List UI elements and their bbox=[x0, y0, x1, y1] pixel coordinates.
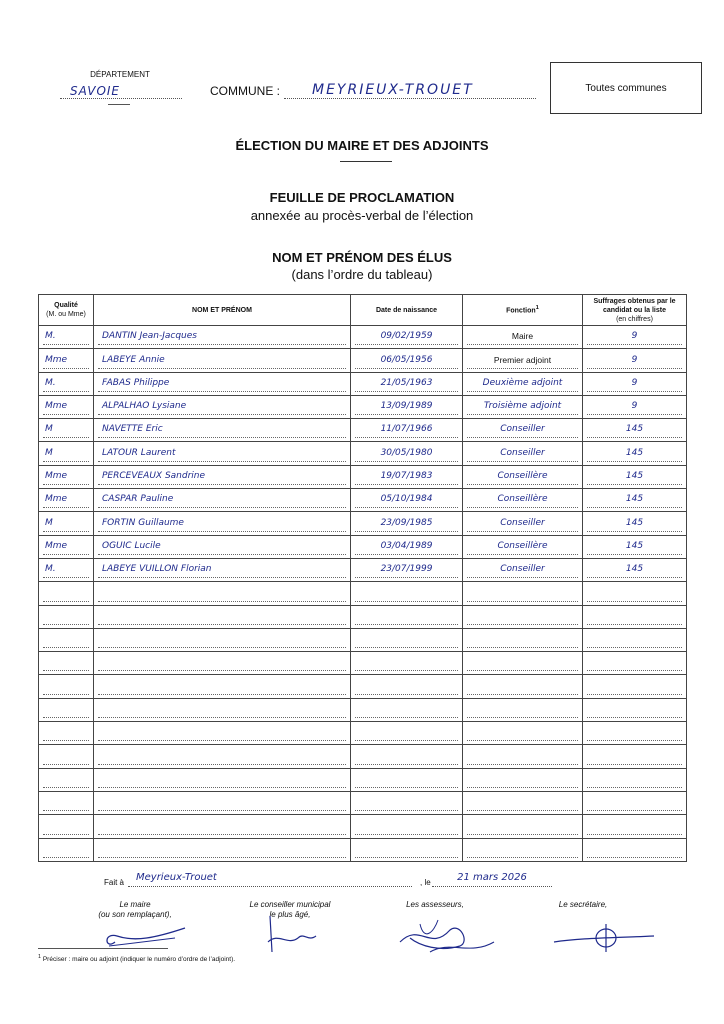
date-value bbox=[355, 679, 458, 695]
date-value bbox=[355, 842, 458, 858]
fonction-value bbox=[467, 702, 578, 718]
cell-nom[interactable] bbox=[94, 652, 351, 675]
cell-suffrages[interactable] bbox=[583, 722, 687, 745]
cell-suffrages[interactable] bbox=[583, 349, 687, 372]
cell-nom[interactable] bbox=[94, 395, 351, 418]
suffrages-value bbox=[587, 609, 682, 625]
table-row bbox=[39, 535, 687, 558]
header-nom: NOM ET PRÉNOM bbox=[94, 295, 351, 326]
qualite-value bbox=[43, 655, 89, 671]
cell-fonction[interactable] bbox=[463, 535, 583, 558]
table-row bbox=[39, 722, 687, 745]
cell-fonction[interactable] bbox=[463, 419, 583, 442]
qualite-value: Mme bbox=[43, 353, 89, 369]
suffrages-value bbox=[587, 679, 682, 695]
nom-value: PERCEVEAUX Sandrine bbox=[98, 469, 346, 485]
cell-qualite[interactable] bbox=[39, 722, 94, 745]
departement-value: SAVOIE bbox=[70, 84, 121, 98]
cell-fonction[interactable] bbox=[463, 652, 583, 675]
table-row bbox=[39, 582, 687, 605]
date-value bbox=[355, 819, 458, 835]
cell-qualite[interactable] bbox=[39, 349, 94, 372]
nom-value bbox=[98, 819, 346, 835]
qualite-value bbox=[43, 632, 89, 648]
cell-qualite[interactable] bbox=[39, 582, 94, 605]
signature-assesseurs-label: Les assesseurs, bbox=[406, 900, 464, 909]
cell-nom[interactable] bbox=[94, 326, 351, 349]
date-value: 13/09/1989 bbox=[355, 399, 458, 415]
qualite-value: Mme bbox=[43, 399, 89, 415]
date-value: 03/04/1989 bbox=[355, 539, 458, 555]
qualite-value: Mme bbox=[43, 539, 89, 555]
cell-fonction[interactable] bbox=[463, 722, 583, 745]
cell-qualite[interactable] bbox=[39, 326, 94, 349]
cell-date[interactable] bbox=[351, 326, 463, 349]
qualite-value bbox=[43, 772, 89, 788]
fonction-value: Troisième adjoint bbox=[467, 399, 578, 415]
cell-fonction[interactable] bbox=[463, 558, 583, 581]
signature-assesseurs-icon bbox=[390, 912, 500, 962]
nom-value bbox=[98, 725, 346, 741]
cell-qualite[interactable] bbox=[39, 372, 94, 395]
cell-fonction[interactable] bbox=[463, 675, 583, 698]
cell-nom[interactable] bbox=[94, 558, 351, 581]
fonction-value bbox=[467, 795, 578, 811]
table-row bbox=[39, 815, 687, 838]
suffrages-value: 145 bbox=[587, 469, 682, 485]
cell-fonction[interactable] bbox=[463, 838, 583, 861]
table-row bbox=[39, 512, 687, 535]
fonction-value bbox=[467, 586, 578, 602]
cell-qualite[interactable] bbox=[39, 791, 94, 814]
suffrages-value bbox=[587, 749, 682, 765]
table-row bbox=[39, 372, 687, 395]
cell-suffrages[interactable] bbox=[583, 419, 687, 442]
cell-fonction[interactable] bbox=[463, 372, 583, 395]
cell-date[interactable] bbox=[351, 465, 463, 488]
qualite-value: M bbox=[43, 446, 89, 462]
cell-fonction[interactable] bbox=[463, 605, 583, 628]
cell-date[interactable] bbox=[351, 535, 463, 558]
cell-date[interactable] bbox=[351, 815, 463, 838]
suffrages-value bbox=[587, 632, 682, 648]
commune-field[interactable] bbox=[284, 82, 536, 99]
date-value: 21/05/1963 bbox=[355, 376, 458, 392]
date-value bbox=[355, 795, 458, 811]
cell-fonction[interactable] bbox=[463, 395, 583, 418]
cell-nom[interactable] bbox=[94, 465, 351, 488]
suffrages-value bbox=[587, 702, 682, 718]
departement-field[interactable] bbox=[60, 84, 182, 99]
nom-value bbox=[98, 772, 346, 788]
elus-table bbox=[38, 294, 687, 862]
cell-fonction[interactable] bbox=[463, 489, 583, 512]
cell-fonction[interactable] bbox=[463, 326, 583, 349]
feuille-title: FEUILLE DE PROCLAMATION bbox=[269, 190, 455, 205]
cell-date[interactable] bbox=[351, 698, 463, 721]
cell-nom[interactable] bbox=[94, 628, 351, 651]
suffrages-value: 145 bbox=[587, 446, 682, 462]
cell-nom[interactable] bbox=[94, 535, 351, 558]
cell-qualite[interactable] bbox=[39, 419, 94, 442]
nom-value bbox=[98, 655, 346, 671]
qualite-value: M. bbox=[43, 376, 89, 392]
fonction-value: Conseiller bbox=[467, 562, 578, 578]
nom-value: LATOUR Laurent bbox=[98, 446, 346, 462]
date-field[interactable]: 21 mars 2026 bbox=[432, 872, 552, 887]
date-value bbox=[355, 772, 458, 788]
suffrages-value bbox=[587, 586, 682, 602]
date-value bbox=[355, 725, 458, 741]
suffrages-value: 145 bbox=[587, 562, 682, 578]
fait-value: Meyrieux-Trouet bbox=[136, 872, 217, 883]
cell-qualite[interactable] bbox=[39, 768, 94, 791]
cell-suffrages[interactable] bbox=[583, 791, 687, 814]
cell-nom[interactable] bbox=[94, 512, 351, 535]
cell-suffrages[interactable] bbox=[583, 326, 687, 349]
toutes-communes-box: Toutes communes bbox=[550, 62, 702, 114]
cell-qualite[interactable] bbox=[39, 512, 94, 535]
cell-fonction[interactable] bbox=[463, 791, 583, 814]
cell-qualite[interactable] bbox=[39, 395, 94, 418]
cell-fonction[interactable] bbox=[463, 745, 583, 768]
cell-fonction[interactable] bbox=[463, 512, 583, 535]
cell-date[interactable] bbox=[351, 628, 463, 651]
date-value: 11/07/1966 bbox=[355, 422, 458, 438]
cell-suffrages[interactable] bbox=[583, 582, 687, 605]
signature-conseiller-label: Le conseiller municipal le plus âgé, bbox=[249, 900, 331, 919]
date-value: 30/05/1980 bbox=[355, 446, 458, 462]
qualite-value bbox=[43, 702, 89, 718]
nom-value: LABEYE Annie bbox=[98, 353, 346, 369]
fonction-value: Premier adjoint bbox=[467, 353, 578, 369]
fonction-value: Conseiller bbox=[467, 516, 578, 532]
fonction-value bbox=[467, 749, 578, 765]
cell-nom[interactable] bbox=[94, 605, 351, 628]
cell-qualite[interactable] bbox=[39, 675, 94, 698]
fonction-value bbox=[467, 679, 578, 695]
qualite-value bbox=[43, 609, 89, 625]
cell-nom[interactable] bbox=[94, 675, 351, 698]
table-row bbox=[39, 442, 687, 465]
cell-nom[interactable] bbox=[94, 372, 351, 395]
table-row bbox=[39, 791, 687, 814]
suffrages-value: 9 bbox=[587, 399, 682, 415]
footnote: $^1$ Préciser : maire ou adjoint (indiquer le numéro d’ordre de l’adjoint). bbox=[38, 954, 236, 964]
cell-suffrages[interactable] bbox=[583, 489, 687, 512]
cell-nom[interactable] bbox=[94, 722, 351, 745]
qualite-value bbox=[43, 749, 89, 765]
cell-nom[interactable] bbox=[94, 349, 351, 372]
cell-suffrages[interactable] bbox=[583, 652, 687, 675]
cell-date[interactable] bbox=[351, 512, 463, 535]
date-value: 19/07/1983 bbox=[355, 469, 458, 485]
cell-nom[interactable] bbox=[94, 838, 351, 861]
signature-secretaire-icon bbox=[550, 920, 660, 956]
fonction-value bbox=[467, 655, 578, 671]
cell-fonction[interactable] bbox=[463, 768, 583, 791]
nom-value: FABAS Philippe bbox=[98, 376, 346, 392]
cell-suffrages[interactable] bbox=[583, 628, 687, 651]
suffrages-value bbox=[587, 795, 682, 811]
cell-date[interactable] bbox=[351, 489, 463, 512]
cell-suffrages[interactable] bbox=[583, 465, 687, 488]
fonction-value: Deuxième adjoint bbox=[467, 376, 578, 392]
fonction-value: Maire bbox=[467, 329, 578, 345]
departement-divider bbox=[108, 104, 130, 105]
qualite-value: M bbox=[43, 516, 89, 532]
suffrages-value: 145 bbox=[587, 539, 682, 555]
cell-suffrages[interactable] bbox=[583, 442, 687, 465]
table-row bbox=[39, 349, 687, 372]
date-value: 23/09/1985 bbox=[355, 516, 458, 532]
table-row bbox=[39, 558, 687, 581]
nom-value: NAVETTE Eric bbox=[98, 422, 346, 438]
table-row bbox=[39, 652, 687, 675]
header-fonction: Fonction$^1$ bbox=[463, 295, 583, 326]
suffrages-value bbox=[587, 725, 682, 741]
header-qualite: Qualité (M. ou Mme) bbox=[39, 295, 94, 326]
nom-value: CASPAR Pauline bbox=[98, 492, 346, 508]
table-header-row bbox=[39, 295, 687, 326]
fait-field[interactable] bbox=[128, 872, 412, 887]
cell-date[interactable] bbox=[351, 395, 463, 418]
fonction-value: Conseiller bbox=[467, 446, 578, 462]
suffrages-value: 145 bbox=[587, 492, 682, 508]
nom-value: LABEYE VUILLON Florian bbox=[98, 562, 346, 578]
cell-date[interactable] bbox=[351, 558, 463, 581]
fonction-value bbox=[467, 632, 578, 648]
table-row bbox=[39, 395, 687, 418]
suffrages-value: 145 bbox=[587, 516, 682, 532]
cell-suffrages[interactable] bbox=[583, 372, 687, 395]
nom-value bbox=[98, 749, 346, 765]
nom-value: DANTIN Jean-Jacques bbox=[98, 329, 346, 345]
cell-nom[interactable] bbox=[94, 745, 351, 768]
cell-suffrages[interactable] bbox=[583, 512, 687, 535]
table-row bbox=[39, 698, 687, 721]
nom-value bbox=[98, 632, 346, 648]
table-row bbox=[39, 605, 687, 628]
date-value bbox=[355, 655, 458, 671]
elus-title: NOM ET PRÉNOM DES ÉLUS bbox=[272, 250, 452, 265]
cell-suffrages[interactable] bbox=[583, 745, 687, 768]
qualite-value bbox=[43, 725, 89, 741]
suffrages-value bbox=[587, 772, 682, 788]
header-suffrages: Suffrages obtenus par le candidat ou la liste (en chiffres) bbox=[583, 295, 687, 326]
cell-qualite[interactable] bbox=[39, 605, 94, 628]
table-row bbox=[39, 419, 687, 442]
fonction-value: Conseillère bbox=[467, 492, 578, 508]
cell-suffrages[interactable] bbox=[583, 605, 687, 628]
cell-nom[interactable] bbox=[94, 489, 351, 512]
cell-suffrages[interactable] bbox=[583, 698, 687, 721]
table-row bbox=[39, 745, 687, 768]
fonction-value: Conseiller bbox=[467, 422, 578, 438]
cell-date[interactable] bbox=[351, 442, 463, 465]
departement-label: DÉPARTEMENT bbox=[90, 70, 150, 79]
cell-suffrages[interactable] bbox=[583, 558, 687, 581]
cell-date[interactable] bbox=[351, 582, 463, 605]
annexe-subtitle: annexée au procès-verbal de l’élection bbox=[250, 208, 474, 223]
fonction-value bbox=[467, 609, 578, 625]
nom-value bbox=[98, 586, 346, 602]
cell-nom[interactable] bbox=[94, 815, 351, 838]
cell-fonction[interactable] bbox=[463, 582, 583, 605]
table-row bbox=[39, 326, 687, 349]
cell-nom[interactable] bbox=[94, 419, 351, 442]
fait-label: Fait à bbox=[104, 878, 125, 887]
table-row bbox=[39, 675, 687, 698]
suffrages-value: 9 bbox=[587, 353, 682, 369]
cell-suffrages[interactable] bbox=[583, 675, 687, 698]
nom-value: ALPALHAO Lysiane bbox=[98, 399, 346, 415]
qualite-value bbox=[43, 795, 89, 811]
header-date: Date de naissance bbox=[351, 295, 463, 326]
le-label: , le bbox=[420, 878, 431, 887]
qualite-value bbox=[43, 842, 89, 858]
commune-label: COMMUNE : bbox=[210, 84, 280, 98]
nom-value bbox=[98, 795, 346, 811]
date-value: 06/05/1956 bbox=[355, 353, 458, 369]
qualite-value: M. bbox=[43, 562, 89, 578]
cell-qualite[interactable] bbox=[39, 535, 94, 558]
suffrages-value bbox=[587, 842, 682, 858]
table-row bbox=[39, 489, 687, 512]
nom-value bbox=[98, 842, 346, 858]
cell-date[interactable] bbox=[351, 791, 463, 814]
nom-value bbox=[98, 702, 346, 718]
date-value: 09/02/1959 bbox=[355, 329, 458, 345]
qualite-value: M. bbox=[43, 329, 89, 345]
cell-date[interactable] bbox=[351, 745, 463, 768]
fonction-value bbox=[467, 842, 578, 858]
ordre-subtitle: (dans l’ordre du tableau) bbox=[291, 267, 433, 282]
fonction-value: Conseillère bbox=[467, 539, 578, 555]
cell-qualite[interactable] bbox=[39, 838, 94, 861]
cell-qualite[interactable] bbox=[39, 442, 94, 465]
date-value bbox=[355, 609, 458, 625]
date-value bbox=[355, 586, 458, 602]
qualite-value: M bbox=[43, 422, 89, 438]
cell-qualite[interactable] bbox=[39, 652, 94, 675]
cell-fonction[interactable] bbox=[463, 465, 583, 488]
qualite-value bbox=[43, 586, 89, 602]
election-title: ÉLECTION DU MAIRE ET DES ADJOINTS bbox=[235, 138, 489, 153]
cell-date[interactable] bbox=[351, 652, 463, 675]
date-value bbox=[355, 749, 458, 765]
qualite-value bbox=[43, 679, 89, 695]
cell-qualite[interactable] bbox=[39, 628, 94, 651]
cell-suffrages[interactable] bbox=[583, 535, 687, 558]
title-divider bbox=[340, 161, 392, 162]
date-value: 05/10/1984 bbox=[355, 492, 458, 508]
fonction-value bbox=[467, 772, 578, 788]
cell-nom[interactable] bbox=[94, 698, 351, 721]
cell-date[interactable] bbox=[351, 349, 463, 372]
cell-date[interactable] bbox=[351, 605, 463, 628]
table-row bbox=[39, 838, 687, 861]
footnote-divider bbox=[38, 948, 168, 949]
cell-qualite[interactable] bbox=[39, 745, 94, 768]
cell-qualite[interactable] bbox=[39, 815, 94, 838]
cell-suffrages[interactable] bbox=[583, 815, 687, 838]
nom-value bbox=[98, 609, 346, 625]
cell-date[interactable] bbox=[351, 419, 463, 442]
fonction-value bbox=[467, 725, 578, 741]
suffrages-value bbox=[587, 655, 682, 671]
nom-value: OGUIC Lucile bbox=[98, 539, 346, 555]
cell-fonction[interactable] bbox=[463, 628, 583, 651]
table-row bbox=[39, 628, 687, 651]
qualite-value: Mme bbox=[43, 469, 89, 485]
cell-date[interactable] bbox=[351, 768, 463, 791]
cell-nom[interactable] bbox=[94, 582, 351, 605]
cell-nom[interactable] bbox=[94, 791, 351, 814]
cell-fonction[interactable] bbox=[463, 442, 583, 465]
cell-qualite[interactable] bbox=[39, 465, 94, 488]
signature-conseiller-icon bbox=[258, 912, 328, 956]
date-value bbox=[355, 632, 458, 648]
nom-value: FORTIN Guillaume bbox=[98, 516, 346, 532]
table-row bbox=[39, 465, 687, 488]
qualite-value: Mme bbox=[43, 492, 89, 508]
fonction-value bbox=[467, 819, 578, 835]
date-value: 23/07/1999 bbox=[355, 562, 458, 578]
fonction-value: Conseillère bbox=[467, 469, 578, 485]
cell-suffrages[interactable] bbox=[583, 768, 687, 791]
cell-fonction[interactable] bbox=[463, 815, 583, 838]
table-row bbox=[39, 768, 687, 791]
cell-suffrages[interactable] bbox=[583, 838, 687, 861]
cell-date[interactable] bbox=[351, 838, 463, 861]
qualite-value bbox=[43, 819, 89, 835]
cell-nom[interactable] bbox=[94, 768, 351, 791]
cell-fonction[interactable] bbox=[463, 349, 583, 372]
cell-qualite[interactable] bbox=[39, 489, 94, 512]
suffrages-value: 9 bbox=[587, 329, 682, 345]
signature-maire-label: Le maire (ou son remplaçant), bbox=[98, 900, 172, 919]
cell-suffrages[interactable] bbox=[583, 395, 687, 418]
nom-value bbox=[98, 679, 346, 695]
cell-nom[interactable] bbox=[94, 442, 351, 465]
suffrages-value bbox=[587, 819, 682, 835]
commune-value: MEYRIEUX-TROUET bbox=[312, 82, 474, 98]
suffrages-value: 9 bbox=[587, 376, 682, 392]
cell-qualite[interactable] bbox=[39, 558, 94, 581]
cell-qualite[interactable] bbox=[39, 698, 94, 721]
cell-fonction[interactable] bbox=[463, 698, 583, 721]
cell-date[interactable] bbox=[351, 675, 463, 698]
cell-date[interactable] bbox=[351, 372, 463, 395]
cell-date[interactable] bbox=[351, 722, 463, 745]
suffrages-value: 145 bbox=[587, 422, 682, 438]
date-value bbox=[355, 702, 458, 718]
signature-secretaire-label: Le secrétaire, bbox=[558, 900, 608, 909]
